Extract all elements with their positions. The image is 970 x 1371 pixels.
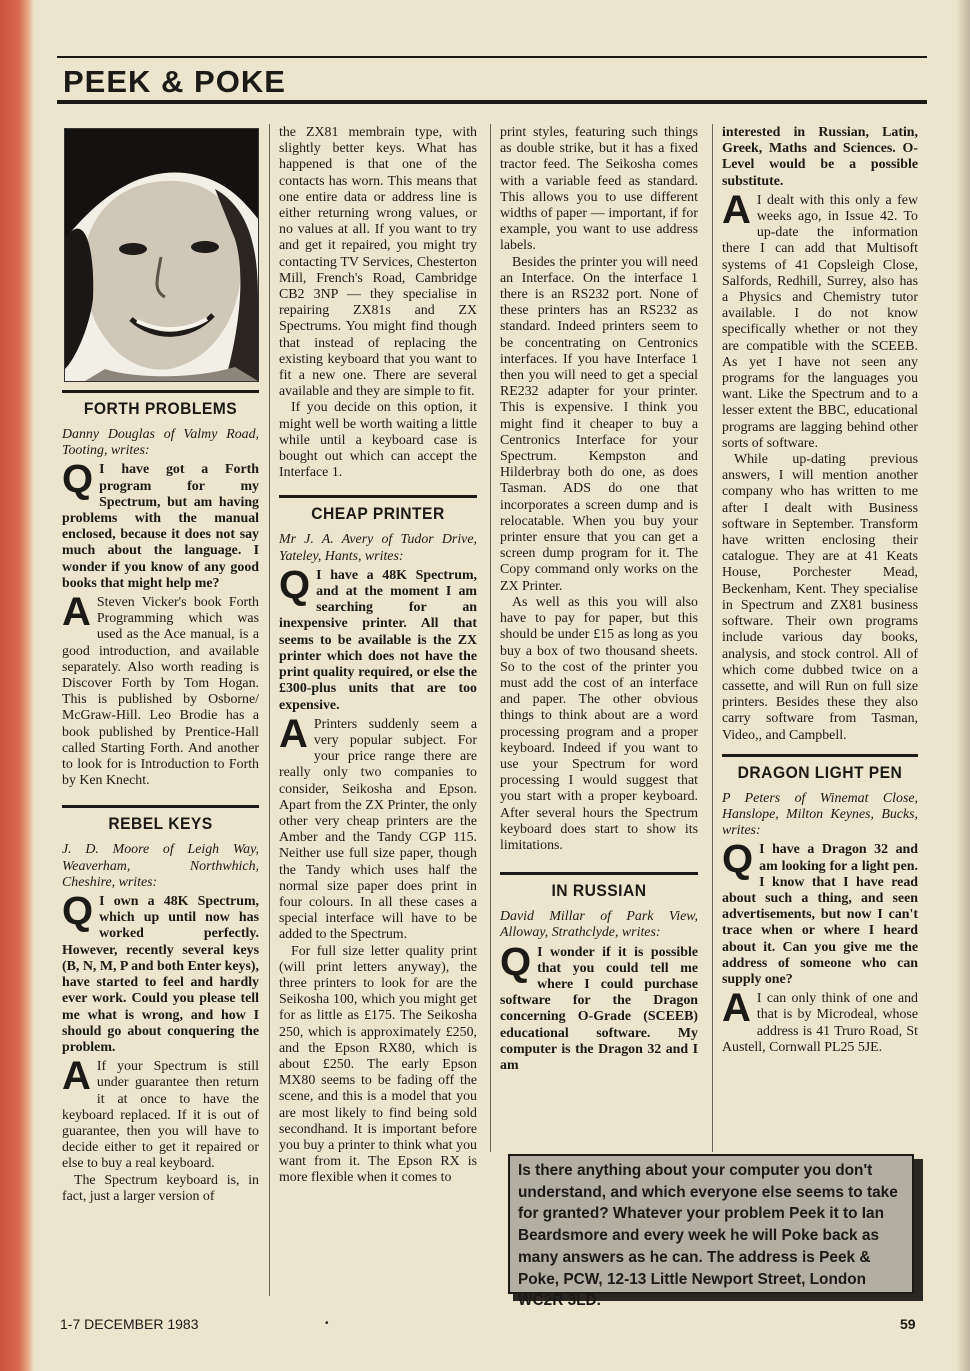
footer-dot: • [325, 1318, 329, 1329]
info-box-text: Is there anything about your computer you don't understand, and which everyone else seems to take for granted? Whatever your problem Peek it to Ian Beardsmore and every week he will Poke back as many answers as he can. The address is Peek & Poke, PCW, 12-13 Little Newport Street, London WC2R 3LD. [518, 1162, 898, 1310]
question-letter: Q [279, 562, 311, 607]
question-text: I own a 48K Spectrum, which up until now has worked perfectly. However, recently several keys (B, N, M, P and both Enter keys), have started to feel and hardly ever work. Could you please tell me what is wrong, and how I should go about conquering the problem. [62, 894, 259, 1055]
column-2 [279, 125, 477, 1305]
section-heading-forth: FORTH PROBLEMS [83, 399, 238, 418]
section-rule [279, 495, 477, 498]
body-paragraph: For full size letter quality print (will print letters anyway), the three printers to look for are the Seikosha 100, which you might get for as little as £175. The Seikosha 250, which is approximately £250, and the Epson RX80, which is about £250. The early Epson MX80 seems to be fading off the scene, and this is a model that you are most likely to find being sold secondhand. It is important before you buy a printer to think what you want from it. The Epson RX is more flexible when it comes to [279, 943, 477, 1186]
section-rule [62, 390, 259, 393]
body-paragraph: the ZX81 membrain type, with slightly better keys. What has happened is that one of the contacts has worn. This means that one entire data or address line is either returning wrong values, or no values at all. If you want to try and get it repaired, you might try contacting TV Services, Chesterton Mill, French's Road, Cambridge CB2 3NP — they specialise in repairing ZX81s and ZX Spectrums. You might find though that instead of replacing the existing keyboard that you want to fit a new one. There are several available and they are simple to fit. [279, 125, 477, 400]
binding-edge [0, 0, 34, 1371]
answer-letter: A [62, 1054, 91, 1099]
body-paragraph: print styles, featuring such things as double strike, but it has a fixed tractor feed. The Seikosha comes with a variable feed as standard. This allows you to use different widths of paper — important, if for example, you want to use address labels. [500, 125, 698, 254]
question-letter: Q [722, 837, 754, 882]
byline: P Peters of Winemat Close, Hanslope, Milton Keynes, Bucks, writes: [722, 790, 918, 839]
question-text: I have got a Forth program for my Spectrum, but am having problems with the manual enclosed, because it does not say much about the language. I wonder if you know of any good books that might help me? [62, 462, 259, 591]
page-edge-shadow [956, 0, 970, 1371]
answer-text: Steven Vicker's book Forth Programming which was used as the Ace manual, is a good introduction, and available separately. Also worth reading is Discover Forth by Tom Hogan. This is published by Osborne/ McGraw-Hill. Leo Brodie has a book published by Prentice-Hall called Starting Forth. And another to look for is Introduction to Forth by Ken Knecht. [62, 595, 259, 789]
column-1 [62, 124, 259, 1304]
column-3 [500, 125, 698, 1305]
answer-letter: A [279, 711, 308, 756]
body-paragraph: Besides the printer you will need an Interface. On the interface 1 there is an RS232 port. None of these printers has an RS232 as standard. Indeed printers seem to be concentrating on Centronics interfaces. If you have Interface 1 then you will need to get a special RE232 adapter for your printer. This is expensive. I think you might find it cheaper to buy a Centronics Interface for your Spectrum. Kempston and Hilderbray both do one, as does Tasman. ADS do one that incorporates a screen dump and is relocatable. When you buy your printer ensure that you can get a screen dump program for it. The Copy command only works on the ZX Printer. [500, 254, 698, 594]
answer-text: Printers suddenly seem a very popular subject. For your price range there are really only two companies to consider, Seikosha and Epson. Apart from the ZX Printer, the only other very cheap printers are the Amber and the Tandy CGP 115. Neither use full size paper, though the Tandy which uses half the normal size paper does print in four colours. In all these cases a special interface will have to be added to the Spectrum. [279, 716, 477, 943]
column-divider [490, 124, 491, 1152]
body-paragraph: The Spectrum keyboard is, in fact, just a larger version of [62, 1172, 259, 1204]
section-heading-dragon: DRAGON LIGHT PEN [737, 762, 903, 782]
section-heading-russian: IN RUSSIAN [551, 881, 647, 901]
footer-date: 1-7 DECEMBER 1983 [60, 1316, 199, 1332]
byline: Mr J. A. Avery of Tudor Drive, Yateley, Hants, writes: [279, 532, 477, 564]
page-header [57, 56, 927, 104]
body-paragraph: While up-dating previous answers, I will mention another company who has written to me after I dealt with Business software in September. Transform have written enclosing their catalogue. They are at 41 Keats House, Porchester Mead, Beckenham, Kent. They specialise in Spectrum and ZX81 business software. Their own programs include various day books, analysis, and stock control. All of which come dubbed twice on a cassette, and will Run on full size printers. Besides these they also carry software from Tasman, Video,, and Campbell. [722, 452, 918, 743]
page-title: PEEK & POKE [63, 64, 286, 99]
section-heading-printer: CHEAP PRINTER [311, 504, 445, 524]
section-rule [62, 805, 259, 808]
answer-letter: A [62, 590, 91, 635]
question-text-continued: interested in Russian, Latin, Greek, Maths and Sciences. O-Level would be a possible substitute. [722, 125, 918, 189]
column-4 [722, 125, 918, 1305]
question-text: I have a 48K Spectrum, and at the moment I am searching for an inexpensive printer. All that seems to be available is the ZX printer which does not have the print quality required, or else the £300-plus units that are too expensive. [279, 567, 477, 713]
byline: Danny Douglas of Valmy Road, Tooting, writes: [62, 427, 259, 459]
portrait-image [65, 129, 258, 381]
question-text: I have a Dragon 32 and am looking for a light pen. I know that I have read about such a thing, and seen advertisements, but now I can't trace when or where I heard about it. Can you give me the address of someone who can supply one? [722, 842, 918, 987]
body-paragraph: As well as this you will also have to pay for paper, but this should be under £15 as long as you buy a box of two thousand sheets. So to the cost of the printer you must add the cost of an interface and paper. The other obvious things to think about are a word processing program and a proper keyboard. Indeed if you want to use your Spectrum for word processing I would suggest that you start with a proper keyboard. After several hours the Spectrum keyboard does start to show its limitations. [500, 594, 698, 853]
author-photo [64, 128, 259, 382]
answer-letter: A [722, 986, 751, 1031]
question-text: I wonder if it is possible that you could tell me where I could purchase software for the Dragon concerning O-Grade (SCEEB) educational software. My computer is the Dragon 32 and I am [500, 944, 698, 1073]
answer-text: I dealt with this only a few weeks ago, in Issue 42. To up-date the information there I can add that Multisoft systems of 41 Copsleigh Close, Salfords, Redhill, Surrey, also has a Physics and Chemistry tutor available. I do not know specifically whether or not they are compatible with the SCEEB. As yet I have not seen any programs for the languages you want. Like the Spectrum and to a lesser extent the BBC, educational programs are lagging behind other sorts of software. [722, 192, 918, 451]
answer-text: If your Spectrum is still under guarantee then return it at once to have the keyboard replaced. If it is out of guarantee, then you will have to decide either to get it repaired or else to buy a real keyboard. [62, 1059, 259, 1172]
section-heading-rebel: REBEL KEYS [108, 814, 213, 834]
body-paragraph: If you decide on this option, it might well be worth waiting a little while until a keyboard case is bought out which can accept the Interface 1. [279, 400, 477, 481]
info-box [508, 1154, 914, 1310]
header-rule-bottom [57, 100, 927, 104]
answer-text: I can only think of one and that is by Microdeal, whose address is 41 Truro Road, St Austell, Cornwall PL25 5JE. [722, 991, 918, 1055]
question-letter: Q [500, 939, 532, 984]
byline: J. D. Moore of Leigh Way, Weaverham, Northwhich, Cheshire, writes: [62, 842, 259, 890]
page-number: 59 [900, 1316, 916, 1332]
question-letter: Q [62, 889, 94, 934]
column-divider [269, 124, 270, 1296]
section-rule [500, 872, 698, 875]
question-letter: Q [62, 457, 94, 502]
column-divider [712, 124, 713, 1152]
byline: David Millar of Park View, Alloway, Strathclyde, writes: [500, 909, 698, 941]
answer-letter: A [722, 187, 751, 232]
section-rule [722, 754, 918, 757]
